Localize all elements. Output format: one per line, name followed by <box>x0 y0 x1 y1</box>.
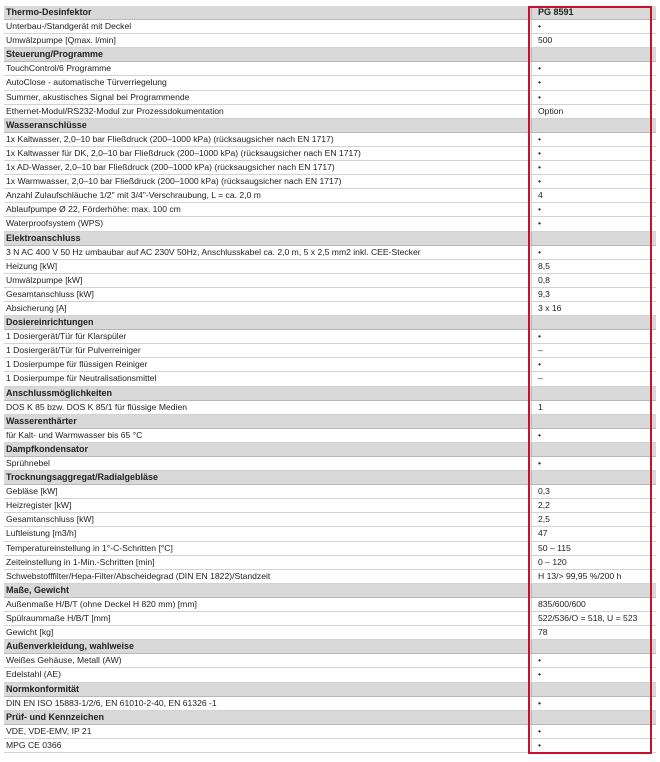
spec-table <box>4 6 656 753</box>
row-value: 50 – 115 <box>538 542 571 553</box>
row-value: • <box>538 162 542 173</box>
row-value: 4 <box>538 190 543 201</box>
row-label: Anzahl Zulaufschläuche 1/2" mit 3/4"-Verschraubung, L = ca. 2,0 m <box>6 190 261 201</box>
table-row <box>4 697 656 711</box>
row-value: 2,2 <box>538 500 550 511</box>
table-row <box>4 527 656 541</box>
table-row <box>4 203 656 217</box>
column-divider <box>531 288 532 301</box>
row-value: • <box>538 204 542 215</box>
column-divider <box>531 612 532 625</box>
column-divider <box>531 232 532 245</box>
row-value: • <box>538 21 542 32</box>
row-value: • <box>538 669 542 680</box>
column-divider <box>531 372 532 385</box>
row-label: Gebläse [kW] <box>6 486 58 497</box>
column-divider <box>531 513 532 526</box>
row-value: • <box>538 739 542 750</box>
section-title: Maße, Gewicht <box>6 584 70 595</box>
table-row <box>4 668 656 682</box>
table-row <box>4 91 656 105</box>
section-header-row <box>4 119 656 133</box>
table-row <box>4 485 656 499</box>
section-header-row <box>4 6 656 20</box>
section-header-row <box>4 471 656 485</box>
column-divider <box>531 105 532 118</box>
column-divider <box>531 683 532 696</box>
row-value: • <box>538 429 542 440</box>
row-label: 1x Warmwasser, 2,0–10 bar Fließdruck (200–1000 kPa) (rücksaugsicher nach EN 1717) <box>6 176 342 187</box>
column-divider <box>531 175 532 188</box>
column-divider <box>531 147 532 160</box>
row-label: Zeiteinstellung in 1-Min.-Schritten [min] <box>6 556 155 567</box>
column-divider <box>531 485 532 498</box>
column-divider <box>531 20 532 33</box>
row-value: • <box>538 176 542 187</box>
section-title: Wasseranschlüsse <box>6 119 87 130</box>
section-title: Dampfkondensator <box>6 443 89 454</box>
row-label: Außenmaße H/B/T (ohne Deckel H 820 mm) [mm] <box>6 598 197 609</box>
column-divider <box>531 401 532 414</box>
column-divider <box>531 387 532 400</box>
row-label: 1x Kaltwasser für DK, 2,0–10 bar Fließdruck (200–1000 kPa) (rücksaugsicher nach EN 1717) <box>6 147 361 158</box>
section-header-row <box>4 640 656 654</box>
row-label: 1 Dosiergerät/Tür für Klarspüler <box>6 331 127 342</box>
section-title: Elektroanschluss <box>6 232 81 243</box>
table-row <box>4 20 656 34</box>
row-value: 1 <box>538 401 543 412</box>
row-value: 0,3 <box>538 486 550 497</box>
row-value: • <box>538 133 542 144</box>
table-row <box>4 570 656 584</box>
row-value: H 13/> 99,95 %/200 h <box>538 570 622 581</box>
column-divider <box>531 415 532 428</box>
column-divider <box>531 457 532 470</box>
row-value: – <box>538 373 543 384</box>
row-label: 3 N AC 400 V 50 Hz umbaubar auf AC 230V 50Hz, Anschlusskabel ca. 2,0 m, 5 x 2,5 mm2 inkl. CEE-Stecker <box>6 246 421 257</box>
row-value: • <box>538 77 542 88</box>
column-divider <box>531 217 532 230</box>
section-header-row <box>4 316 656 330</box>
column-divider <box>531 697 532 710</box>
column-divider <box>531 161 532 174</box>
column-divider <box>531 344 532 357</box>
section-header-row <box>4 683 656 697</box>
section-title: Wasserenthärter <box>6 415 77 426</box>
column-divider <box>531 471 532 484</box>
row-value: 835/600/600 <box>538 598 586 609</box>
row-value: • <box>538 246 542 257</box>
row-label: Gewicht [kg] <box>6 627 54 638</box>
row-label: 1 Dosierpumpe für Neutralisationsmittel <box>6 373 157 384</box>
row-label: Absicherung [A] <box>6 302 67 313</box>
row-label: VDE, VDE-EMV, IP 21 <box>6 725 92 736</box>
section-header-row <box>4 48 656 62</box>
section-header-row <box>4 711 656 725</box>
section-title: Außenverkleidung, wahlweise <box>6 641 135 652</box>
table-row <box>4 147 656 161</box>
row-label: Waterproofsystem (WPS) <box>6 218 104 229</box>
row-label: TouchControl/6 Programme <box>6 63 112 74</box>
table-row <box>4 302 656 316</box>
row-label: Luftleistung [m3/h] <box>6 528 77 539</box>
row-value: 500 <box>538 35 553 46</box>
section-title: Prüf- und Kennzeichen <box>6 711 105 722</box>
column-divider <box>531 570 532 583</box>
row-label: Gesamtanschluss [kW] <box>6 288 94 299</box>
row-label: DIN EN ISO 15883-1/2/6, EN 61010-2-40, EN 61326 -1 <box>6 697 217 708</box>
column-divider <box>531 119 532 132</box>
row-value: • <box>538 63 542 74</box>
row-label: DOS K 85 bzw. DOS K 85/1 für flüssige Medien <box>6 401 188 412</box>
column-divider <box>531 246 532 259</box>
row-value: • <box>538 725 542 736</box>
row-value: 9,3 <box>538 288 550 299</box>
row-value: 0,8 <box>538 274 550 285</box>
table-row <box>4 612 656 626</box>
table-row <box>4 105 656 119</box>
column-divider <box>531 189 532 202</box>
table-row <box>4 626 656 640</box>
row-value: 8,5 <box>538 260 550 271</box>
row-value: • <box>538 359 542 370</box>
row-label: Ethernet-Modul/RS232-Modul zur Prozessdokumentation <box>6 105 224 116</box>
table-row <box>4 76 656 90</box>
column-divider <box>531 725 532 738</box>
row-label: 1x AD-Wasser, 2,0–10 bar Fließdruck (200–1000 kPa) (rücksaugsicher nach EN 1717) <box>6 162 335 173</box>
table-row <box>4 246 656 260</box>
column-divider <box>531 203 532 216</box>
row-value: • <box>538 655 542 666</box>
table-row <box>4 288 656 302</box>
section-title: Trocknungsaggregat/Radialgebläse <box>6 472 159 483</box>
column-divider <box>531 302 532 315</box>
table-row <box>4 260 656 274</box>
row-value: 47 <box>538 528 548 539</box>
section-header-row <box>4 443 656 457</box>
table-row <box>4 654 656 668</box>
column-divider <box>531 556 532 569</box>
section-header-row <box>4 584 656 598</box>
row-value: • <box>538 331 542 342</box>
row-label: Edelstahl (AE) <box>6 669 61 680</box>
table-row <box>4 401 656 415</box>
row-label: Heizregister [kW] <box>6 500 72 511</box>
column-divider <box>531 429 532 442</box>
column-divider <box>531 598 532 611</box>
table-row <box>4 133 656 147</box>
column-divider <box>531 6 532 19</box>
section-header-row <box>4 415 656 429</box>
row-label: 1 Dosiergerät/Tür für Pulverreiniger <box>6 345 141 356</box>
row-label: Unterbau-/Standgerät mit Deckel <box>6 21 132 32</box>
column-divider <box>531 34 532 47</box>
column-divider <box>531 443 532 456</box>
column-divider <box>531 711 532 724</box>
table-row <box>4 34 656 48</box>
row-label: Weißes Gehäuse, Metall (AW) <box>6 655 122 666</box>
section-header-row <box>4 387 656 401</box>
column-divider <box>531 76 532 89</box>
column-divider <box>531 48 532 61</box>
row-label: Gesamtanschluss [kW] <box>6 514 94 525</box>
column-divider <box>531 654 532 667</box>
column-divider <box>531 668 532 681</box>
table-row <box>4 175 656 189</box>
row-value: 3 x 16 <box>538 302 562 313</box>
table-row <box>4 161 656 175</box>
table-row <box>4 330 656 344</box>
row-value: 2,5 <box>538 514 550 525</box>
column-divider <box>531 260 532 273</box>
row-value: • <box>538 91 542 102</box>
column-divider <box>531 62 532 75</box>
column-divider <box>531 527 532 540</box>
row-label: MPG CE 0366 <box>6 739 62 750</box>
table-row <box>4 542 656 556</box>
column-divider <box>531 316 532 329</box>
row-label: Spülraummaße H/B/T [mm] <box>6 613 111 624</box>
table-row <box>4 189 656 203</box>
section-header-row <box>4 232 656 246</box>
table-row <box>4 274 656 288</box>
row-label: Temperatureinstellung in 1°-C-Schritten [°C] <box>6 542 173 553</box>
row-value: 0 – 120 <box>538 556 567 567</box>
table-row <box>4 217 656 231</box>
column-divider <box>531 274 532 287</box>
column-divider <box>531 542 532 555</box>
row-value: • <box>538 218 542 229</box>
column-divider <box>531 91 532 104</box>
column-divider <box>531 133 532 146</box>
section-title: Steuerung/Programme <box>6 49 104 60</box>
row-label: Schwebstofffilter/Hepa-Filter/Abscheidegrad (DIN EN 1822)/Standzeit <box>6 570 271 581</box>
row-value: 522/536/O = 518, U = 523 <box>538 613 638 624</box>
section-title: Thermo-Desinfektor <box>6 7 92 17</box>
section-title: Normkonformität <box>6 683 80 694</box>
row-label: Umwälzpumpe [Qmax. l/min] <box>6 35 116 46</box>
column-divider <box>531 499 532 512</box>
row-value: 78 <box>538 627 548 638</box>
row-label: 1 Dosierpumpe für flüssigen Reiniger <box>6 359 148 370</box>
model-name: PG 8591 <box>538 7 574 17</box>
column-divider <box>531 358 532 371</box>
row-label: für Kalt- und Warmwasser bis 65 °C <box>6 429 143 440</box>
row-label: Ablaufpumpe Ø 22, Förderhöhe: max. 100 cm <box>6 204 181 215</box>
column-divider <box>531 640 532 653</box>
table-row <box>4 598 656 612</box>
row-value: Option <box>538 105 564 116</box>
table-row <box>4 725 656 739</box>
section-title: Dosiereinrichtungen <box>6 317 94 328</box>
table-row <box>4 429 656 443</box>
table-row <box>4 513 656 527</box>
row-label: 1x Kaltwasser, 2,0–10 bar Fließdruck (200–1000 kPa) (rücksaugsicher nach EN 1717) <box>6 133 334 144</box>
column-divider <box>531 739 532 752</box>
table-row <box>4 457 656 471</box>
table-row <box>4 358 656 372</box>
column-divider <box>531 584 532 597</box>
row-label: Heizung [kW] <box>6 260 58 271</box>
table-row <box>4 499 656 513</box>
row-value: • <box>538 147 542 158</box>
row-value: • <box>538 697 542 708</box>
column-divider <box>531 330 532 343</box>
table-row <box>4 739 656 753</box>
table-row <box>4 62 656 76</box>
row-label: Summer, akustisches Signal bei Programmende <box>6 91 190 102</box>
row-label: AutoClose - automatische Türverriegelung <box>6 77 167 88</box>
table-row <box>4 556 656 570</box>
row-value: – <box>538 345 543 356</box>
column-divider <box>531 626 532 639</box>
row-label: Sprühnebel <box>6 458 50 468</box>
section-title: Anschlussmöglichkeiten <box>6 387 113 398</box>
row-label: Umwälzpumpe [kW] <box>6 274 83 285</box>
table-row <box>4 344 656 358</box>
row-value: • <box>538 458 542 468</box>
table-row <box>4 372 656 386</box>
